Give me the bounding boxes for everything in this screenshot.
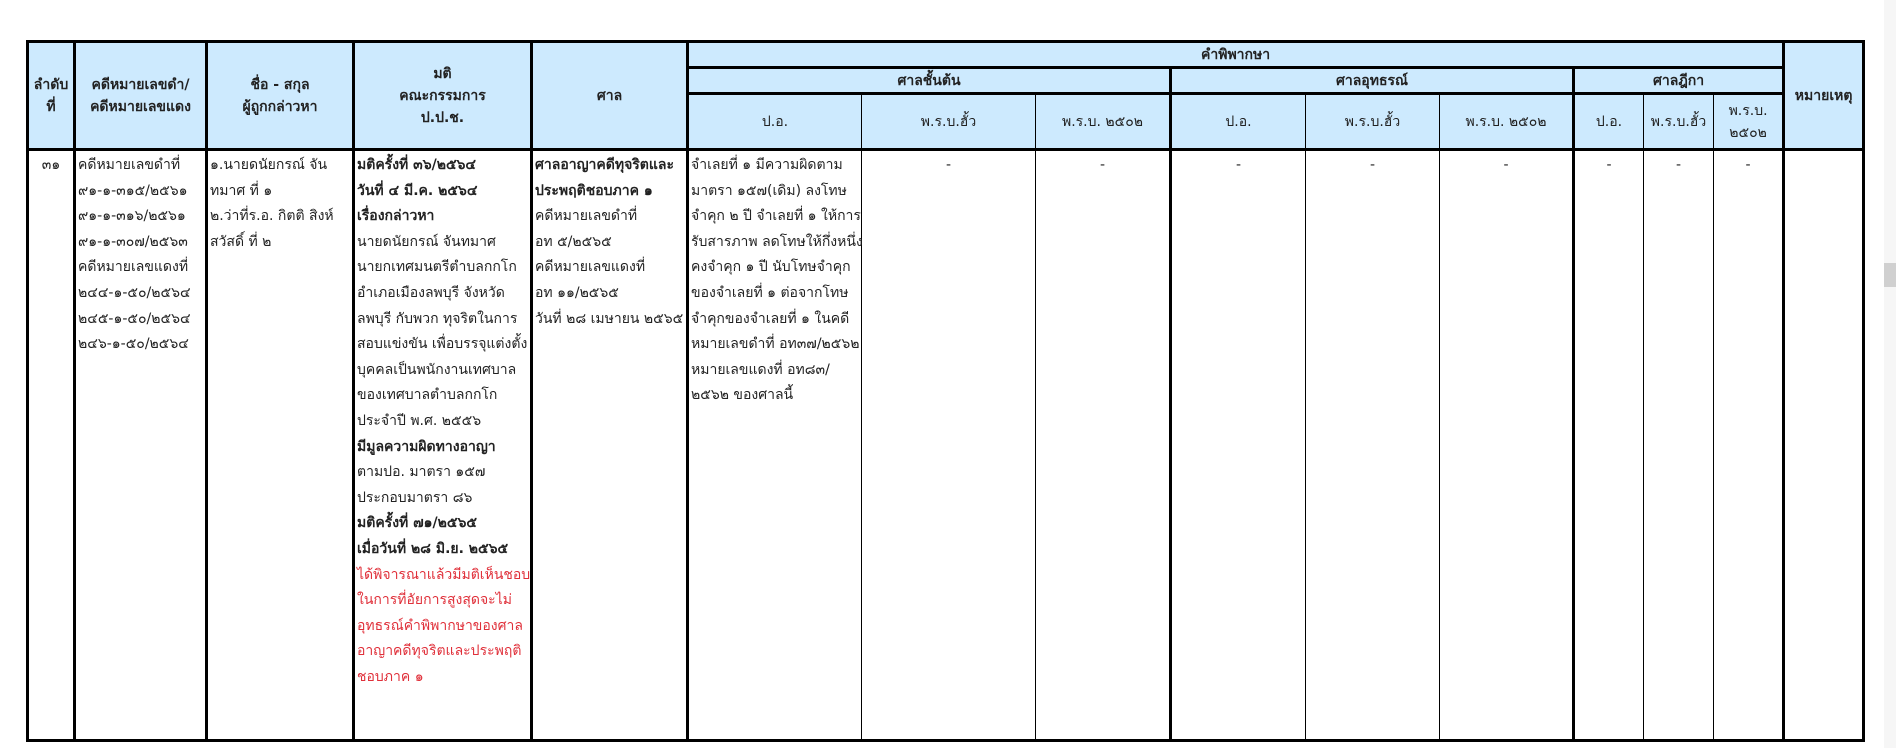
- header-appeal-pryo: พ.ร.บ.ฮั้ว: [1306, 94, 1440, 150]
- accused-line: ๑.นายดนัยกรณ์ จัน: [210, 157, 328, 173]
- resolution-line: ตามปอ. มาตรา ๑๕๗: [357, 464, 486, 481]
- court-line: คดีหมายเลขแดงที่: [535, 259, 646, 276]
- header-appeal: ศาลอุทธรณ์: [1171, 68, 1574, 94]
- case-table: [26, 40, 1865, 742]
- case-number-line: ๙๑-๑-๓๑๖/๒๕๖๑: [78, 208, 186, 225]
- header-resolution: มติ คณะกรรมการ ป.ป.ช.: [354, 42, 532, 150]
- judgment-line: หมายเลขแดงที่ อท๘๓/: [691, 361, 830, 378]
- resolution-line: ในการที่อัยการสูงสุดจะไม่: [357, 592, 512, 609]
- row-first-pr2502: -: [1036, 150, 1171, 741]
- resolution-line: ลพบุรี กับพวก ทุจริตในการ: [357, 310, 518, 327]
- resolution-line: เรื่องกล่าวหา: [357, 208, 435, 225]
- resolution-line: วันที่ ๔ มี.ค. ๒๕๖๔: [357, 182, 478, 199]
- court-line: อท ๕/๒๕๖๕: [535, 233, 612, 250]
- case-number-line: ๒๔๖-๑-๕๐/๒๕๖๔: [78, 336, 189, 353]
- resolution-line: สอบแข่งขัน เพื่อบรรจุแต่งตั้ง: [357, 336, 528, 353]
- row-seq: ๓๑: [28, 150, 75, 741]
- resolution-line: ชอบภาค ๑: [357, 668, 424, 685]
- header-appeal-pr2502: พ.ร.บ. ๒๕๐๒: [1440, 94, 1574, 150]
- row-remarks: [1784, 150, 1864, 741]
- resolution-line: มติครั้งที่ ๓๖/๒๕๖๔: [357, 157, 477, 173]
- row-judgment-first-po: [688, 150, 862, 741]
- resolution-line: มีมูลความผิดทางอาญา: [357, 438, 496, 455]
- row-appeal-pr2502: -: [1440, 150, 1574, 741]
- header-first-pryo: พ.ร.บ.ฮั้ว: [862, 94, 1036, 150]
- case-number-line: ๙๑-๑-๓๑๕/๒๕๖๑: [78, 182, 188, 199]
- judgment-line: จำคุก ๒ ปี จำเลยที่ ๑ ให้การ: [691, 208, 861, 225]
- court-line: ศาลอาญาคดีทุจริตและ: [535, 157, 675, 173]
- header-seq: ลำดับ ที่: [28, 42, 75, 150]
- header-first-pr2502: พ.ร.บ. ๒๕๐๒: [1036, 94, 1171, 150]
- case-number-line: ๒๔๕-๑-๕๐/๒๕๖๔: [78, 310, 191, 327]
- row-appeal-pryo: -: [1306, 150, 1440, 741]
- judgment-line: จำคุกของจำเลยที่ ๑ ในคดี: [691, 310, 850, 327]
- accused-line: สวัสดิ์ ที่ ๒: [210, 233, 272, 250]
- resolution-line: บุคคลเป็นพนักงานเทศบาล: [357, 361, 517, 378]
- row-first-pryo: -: [862, 150, 1036, 741]
- row-accused: [207, 150, 354, 741]
- row-case-no: [75, 150, 207, 741]
- case-number-line: ๙๑-๑-๓๐๗/๒๕๖๓: [78, 233, 188, 250]
- table-row: [28, 150, 1864, 741]
- judgment-line: รับสารภาพ ลดโทษให้กึ่งหนึ่ง: [691, 233, 863, 250]
- header-supreme-pryo: พ.ร.บ.ฮั้ว: [1644, 94, 1714, 150]
- court-line: วันที่ ๒๘ เมษายน ๒๕๖๕: [535, 310, 684, 327]
- resolution-line: ประกอบมาตรา ๘๖: [357, 489, 473, 506]
- judgment-line: ๒๕๖๒ ของศาลนี้: [691, 387, 794, 404]
- header-judgment: คำพิพากษา: [688, 42, 1784, 68]
- header-supreme-po: ป.อ.: [1574, 94, 1644, 150]
- header-first-instance: ศาลชั้นต้น: [688, 68, 1171, 94]
- header-court: ศาล: [532, 42, 688, 150]
- resolution-line: ของเทศบาลตำบลกกโก: [357, 387, 498, 404]
- row-court: [532, 150, 688, 741]
- row-appeal-po: -: [1171, 150, 1306, 741]
- resolution-line: เมื่อวันที่ ๒๘ มิ.ย. ๒๕๖๕: [357, 540, 509, 557]
- header-case-no: คดีหมายเลขดำ/ คดีหมายเลขแดง: [75, 42, 207, 150]
- resolution-line: นายกเทศมนตรีตำบลกกโก: [357, 259, 517, 276]
- header-accused: ชื่อ - สกุล ผู้ถูกกล่าวหา: [207, 42, 354, 150]
- case-number-line: ๒๔๔-๑-๕๐/๒๕๖๔: [78, 284, 191, 301]
- scrollbar-thumb[interactable]: [1884, 263, 1896, 287]
- judgment-line: ของจำเลยที่ ๑ ต่อจากโทษ: [691, 284, 849, 301]
- resolution-line: ประจำปี พ.ศ. ๒๕๕๖: [357, 412, 482, 429]
- court-line: ประพฤติชอบภาค ๑: [535, 182, 653, 199]
- resolution-line: มติครั้งที่ ๗๑/๒๕๖๕: [357, 515, 477, 532]
- case-number-line: คดีหมายเลขดำที่: [78, 157, 181, 173]
- judgment-line: มาตรา ๑๕๗(เดิม) ลงโทษ: [691, 182, 847, 199]
- row-supreme-pr2502: -: [1714, 150, 1784, 741]
- judgment-line: หมายเลขดำที่ อท๓๗/๒๕๖๒: [691, 336, 860, 353]
- header-supreme: ศาลฎีกา: [1574, 68, 1784, 94]
- judgment-line: คงจำคุก ๑ ปี นับโทษจำคุก: [691, 259, 851, 276]
- accused-line: ๒.ว่าที่ร.อ. กิตติ สิงห์: [210, 208, 334, 225]
- row-resolution: [354, 150, 532, 741]
- row-supreme-pryo: -: [1644, 150, 1714, 741]
- scrollbar-track[interactable]: [1884, 0, 1896, 748]
- resolution-line: อาญาคดีทุจริตและประพฤติ: [357, 643, 522, 660]
- judgment-line: จำเลยที่ ๑ มีความผิดตาม: [691, 157, 843, 173]
- header-supreme-pr2502: พ.ร.บ. ๒๕๐๒: [1714, 94, 1784, 150]
- resolution-line: นายดนัยกรณ์ จันทมาศ: [357, 233, 496, 250]
- resolution-line: อำเภอเมืองลพบุรี จังหวัด: [357, 284, 505, 301]
- row-supreme-po: -: [1574, 150, 1644, 741]
- resolution-line: อุทธรณ์คำพิพากษาของศาล: [357, 617, 523, 634]
- header-first-po: ป.อ.: [688, 94, 862, 150]
- case-number-line: คดีหมายเลขแดงที่: [78, 259, 189, 276]
- court-line: คดีหมายเลขดำที่: [535, 208, 638, 225]
- accused-line: ทมาศ ที่ ๑: [210, 182, 273, 199]
- court-line: อท ๑๑/๒๕๖๕: [535, 284, 619, 301]
- resolution-line: ได้พิจารณาแล้วมีมติเห็นชอบ: [357, 566, 531, 583]
- header-appeal-po: ป.อ.: [1171, 94, 1306, 150]
- header-remarks: หมายเหตุ: [1784, 42, 1864, 150]
